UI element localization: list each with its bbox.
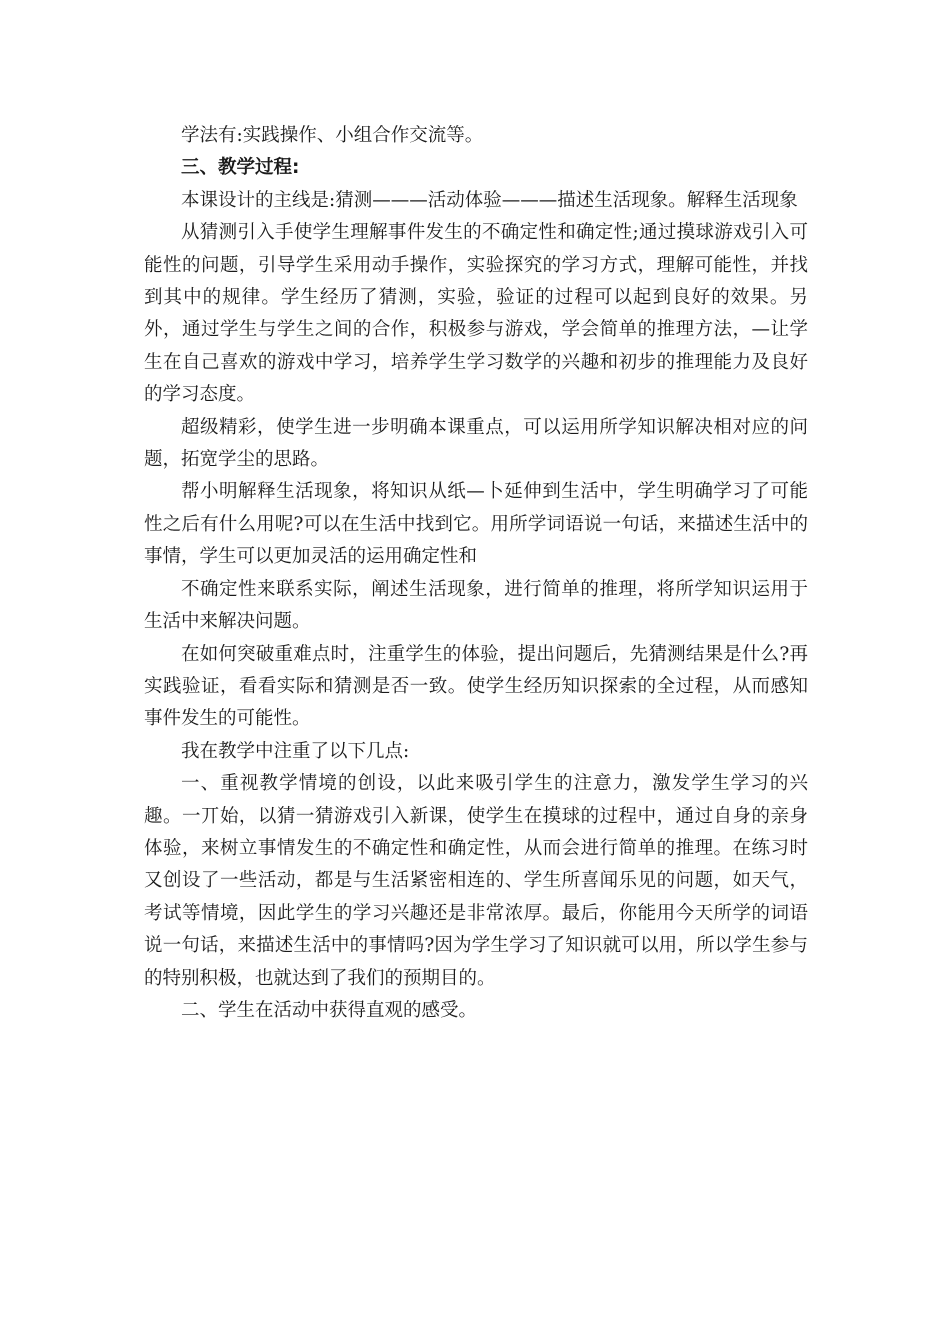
paragraph-uncertainty: 不确定性来联系实际，阐述生活现象，进行简单的推理，将所学知识运用于生活中来解决问题。 bbox=[144, 578, 808, 633]
paragraph-point-one: 一、重视教学情境的创设，以此来吸引学生的注意力，激发学生学习的兴趣。一丌始，以猜一猜游戏引入新课，使学生在摸球的过程中，通过自身的亲身体验，来树立事情发生的不确定性和确定性，从而会进行简单的推理。在练习时又创设了一些活动，都是与生活紧密相连的、学生所喜闻乐见的问题，如天气，考试等情境，因此学生的学习兴趣还是非常浓厚。最后，你能用今天所学的词语说一句话，来描述生活中的事情吗?因为学生学习了知识就可以用，所以学生参与的特别积极，也就达到了我们的预期目的。 bbox=[144, 773, 808, 989]
section-heading-teaching-process: 三、教学过程: bbox=[181, 157, 300, 179]
paragraph-point-two: 二、学生在活动中获得直观的感受。 bbox=[181, 999, 478, 1021]
paragraph-help-xiaoming: 帮小明解释生活现象，将知识从纸—卜延伸到生活中，学生明确学习了可能性之后有什么用呢?可以在生活中找到它。用所学词语说一句话，来描述生活中的事情，学生可以更加灵活的运用确定性和 bbox=[144, 481, 808, 568]
paragraph-guessing-intro: 从猜测引入手使学生理解事件发生的不确定性和确定性;通过摸球游戏引入可能性的问题，引导学生采用动手操作，实验探究的学习方式，理解可能性，并找到其中的规律。学生经历了猜测，实验，验证的过程可以起到良好的效果。另外，通过学生与学生之间的合作，积极参与游戏，学会简单的推理方法，—让学生在自己喜欢的游戏中学习，培养学生学习数学的兴趣和初步的推理能力及良好的学习态度。 bbox=[144, 222, 808, 406]
paragraph-main-line: 本课设计的主线是:猜测———活动体验———描述生活现象。解释生活现象 bbox=[181, 189, 798, 211]
paragraph-study-methods: 学法有:实践操作、小组合作交流等。 bbox=[181, 125, 484, 146]
paragraph-key-difficulties: 在如何突破重难点时，注重学生的体验，提出问题后，先猜测结果是什么?再实践验证，看看实际和猜测是否一致。使学生经历知识探索的全过程，从而感知事件发生的可能性。 bbox=[144, 643, 808, 730]
paragraph-focus-points: 我在教学中注重了以下几点: bbox=[181, 740, 410, 762]
document-body bbox=[144, 120, 808, 1027]
paragraph-super-wonderful: 超级精彩，使学生进一步明确本课重点，可以运用所学知识解决相对应的问题，拓宽学尘的思路。 bbox=[144, 416, 808, 471]
